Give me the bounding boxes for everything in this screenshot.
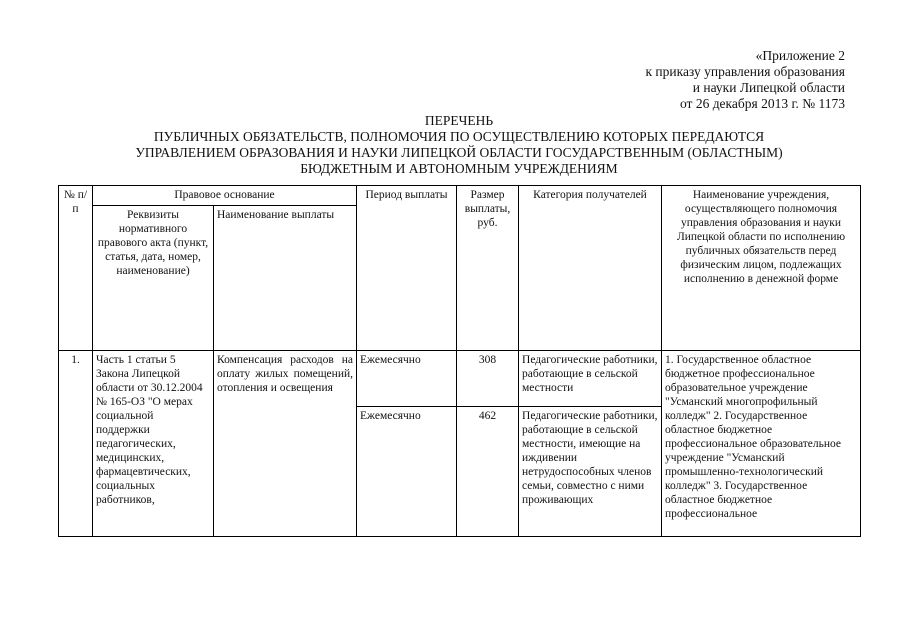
table-header-row <box>59 186 861 206</box>
table-row <box>59 351 861 407</box>
header-period: Период выплаты <box>357 186 457 351</box>
header-requisites: Реквизиты нормативного правового акта (пункт, статья, дата, номер, наименование) <box>93 206 214 351</box>
header-amount: Размер выплаты, руб. <box>457 186 519 351</box>
appendix-line-2: к приказу управления образования <box>645 64 845 79</box>
appendix-line-3: и науки Липецкой области <box>692 80 845 95</box>
appendix-line-4: от 26 декабря 2013 г. № 1173 <box>679 96 845 111</box>
row-num: 1. <box>59 351 93 537</box>
obligations-table <box>58 185 861 537</box>
row-category-1: Педагогические работники, работающие в сельской местности <box>519 351 662 407</box>
title-line-2: ПУБЛИЧНЫХ ОБЯЗАТЕЛЬСТВ, ПОЛНОМОЧИЯ ПО ОСУЩЕСТВЛЕНИЮ КОТОРЫХ ПЕРЕДАЮТСЯ <box>153 129 765 144</box>
header-institution: Наименование учреждения, осуществляющего полномочия управления образования и науки Липецкой области по исполнению публичных обязательств перед физическим лицом, подлежащих исполнению в денежной форме <box>662 186 861 351</box>
header-num: № п/п <box>59 186 93 351</box>
row-category-2: Педагогические работники, работающие в сельской местности, имеющие на иждивении нетрудоспособных членов семьи, совместно с ними проживающих <box>519 407 662 537</box>
row-institution: 1. Государственное областное бюджетное профессиональное образовательное учреждение "Усманский многопрофильный колледж" 2. Государственное областное бюджетное профессиональное образовательное учреждение "Усманский промышленно-технологический колледж" 3. Государственное областное бюджетное профессиональное <box>662 351 861 537</box>
title-line-1: ПЕРЕЧЕНЬ <box>424 113 494 128</box>
document-title <box>58 113 860 177</box>
title-line-3: УПРАВЛЕНИЕМ ОБРАЗОВАНИЯ И НАУКИ ЛИПЕЦКОЙ ОБЛАСТИ ГОСУДАРСТВЕННЫМ (ОБЛАСТНЫМ) <box>135 145 783 160</box>
header-category: Категория получателей <box>519 186 662 351</box>
row-period-2: Ежемесячно <box>357 407 457 537</box>
row-amount-2: 462 <box>457 407 519 537</box>
row-requisites: Часть 1 статьи 5 Закона Липецкой области от 30.12.2004 № 165-ОЗ "О мерах социальной поддержки педагогических, медицинских, фармацевтических, социальных работников, <box>93 351 214 537</box>
appendix-line-1: «Приложение 2 <box>755 48 845 63</box>
row-period-1: Ежемесячно <box>357 351 457 407</box>
title-line-4: БЮДЖЕТНЫМ И АВТОНОМНЫМ УЧРЕЖДЕНИЯМ <box>300 161 618 176</box>
row-payment-name: Компенсация расходов на оплату жилых помещений, отопления и освещения <box>214 351 357 537</box>
row-amount-1: 308 <box>457 351 519 407</box>
appendix-header <box>645 48 845 112</box>
header-payment-name: Наименование выплаты <box>214 206 357 351</box>
header-legal-basis: Правовое основание <box>93 186 357 206</box>
